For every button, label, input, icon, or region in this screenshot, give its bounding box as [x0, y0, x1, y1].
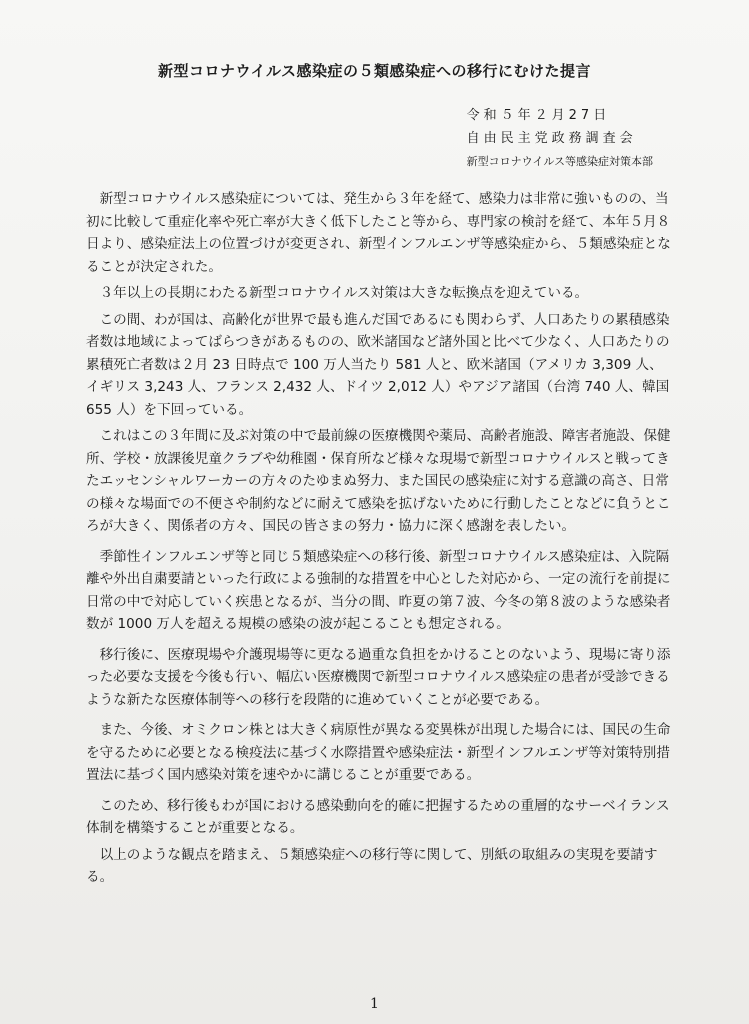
document-body: [86, 188, 676, 893]
paragraph-5: 季節性インフルエンザ等と同じ５類感染症への移行後、新型コロナウイルス感染症は、入院隔離や外出自粛要請といった行政による強制的な措置を中心とした対応から、一定の流行を前提に日常の中で対応していく疾患となるが、当分の間、昨夏の第７波、今冬の第８波のような感染者数が 1000 万人を超える規模の感染の波が起こることも想定される。: [86, 548, 671, 632]
issuing-department: 新型コロナウイルス等感染症対策本部: [466, 155, 653, 168]
document-date: 令和５年２月27日: [466, 108, 611, 123]
paragraph-6: 移行後に、医療現場や介護現場等に更なる過重な負担をかけることのないよう、現場に寄り添った必要な支援を今後も行い、幅広い医療機関で新型コロナウイルス感染症の患者が受診できるような新たな医療体制等への移行を段階的に進めていくことが必要である。: [86, 646, 671, 708]
paragraph-7: また、今後、オミクロン株とは大きく病原性が異なる変異株が出現した場合には、国民の生命を守るために必要となる検疫法に基づく水際措置や感染症法・新型インフルエンザ等対策特別措置法に基づく国内感染対策を速やかに講じることが重要である。: [86, 722, 671, 783]
issuing-organization: 自由民主党政務調査会: [466, 131, 637, 146]
paragraph-8: このため、移行後もわが国における感染動向を的確に把握するための重層的なサーベイランス体制を構築することが重要となる。: [86, 797, 670, 836]
document-title: 新型コロナウイルス感染症の５類感染症への移行にむけた提言: [157, 62, 592, 80]
paragraph-9: 以上のような観点を踏まえ、５類感染症への移行等に関して、別紙の取組みの実現を要請する。: [86, 846, 658, 885]
paragraph-4: これはこの３年間に及ぶ対策の中で最前線の医療機関や薬局、高齢者施設、障害者施設、保健所、学校・放課後児童クラブや幼稚園・保育所など様々な現場で新型コロナウイルスと戦ってきたエッセンシャルワーカーの方々のたゆまぬ努力、また国民の感染症に対する意識の高さ、日常の様々な場面での不便さや制約などに耐えて感染を拡げないために行動したことなどに負うところが大きく、関係者の方々、国民の皆さまの努力・協力に深く感謝を表したい。: [86, 428, 671, 534]
paragraph-1: 新型コロナウイルス感染症については、発生から３年を経て、感染力は非常に強いものの、当初に比較して重症化率や死亡率が大きく低下したこと等から、専門家の検討を経て、本年５月８日より、感染症法上の位置づけが変更され、新型インフルエンザ等感染症から、５類感染症となることが決定された。: [86, 191, 671, 275]
paragraph-2: ３年以上の長期にわたる新型コロナウイルス対策は大きな転換点を迎えている。: [99, 285, 589, 301]
paragraph-3: この間、わが国は、高齢化が世界で最も進んだ国であるにも関わらず、人口あたりの累積感染者数は地域によってばらつきがあるものの、欧米諸国など諸外国と比べて少なく、人口あたりの累積死亡者数は２月 23 日時点で 100 万人当たり 581 人と、欧米諸国（アメリカ 3,309 人、イギリス 3,243 人、フランス 2,432 人、ドイツ 2,012 人）やアジア諸国（台湾 740 人、韓国 655 人）を下回っている。: [86, 311, 670, 418]
page-number: 1: [370, 996, 379, 1012]
document-header: [467, 104, 653, 173]
